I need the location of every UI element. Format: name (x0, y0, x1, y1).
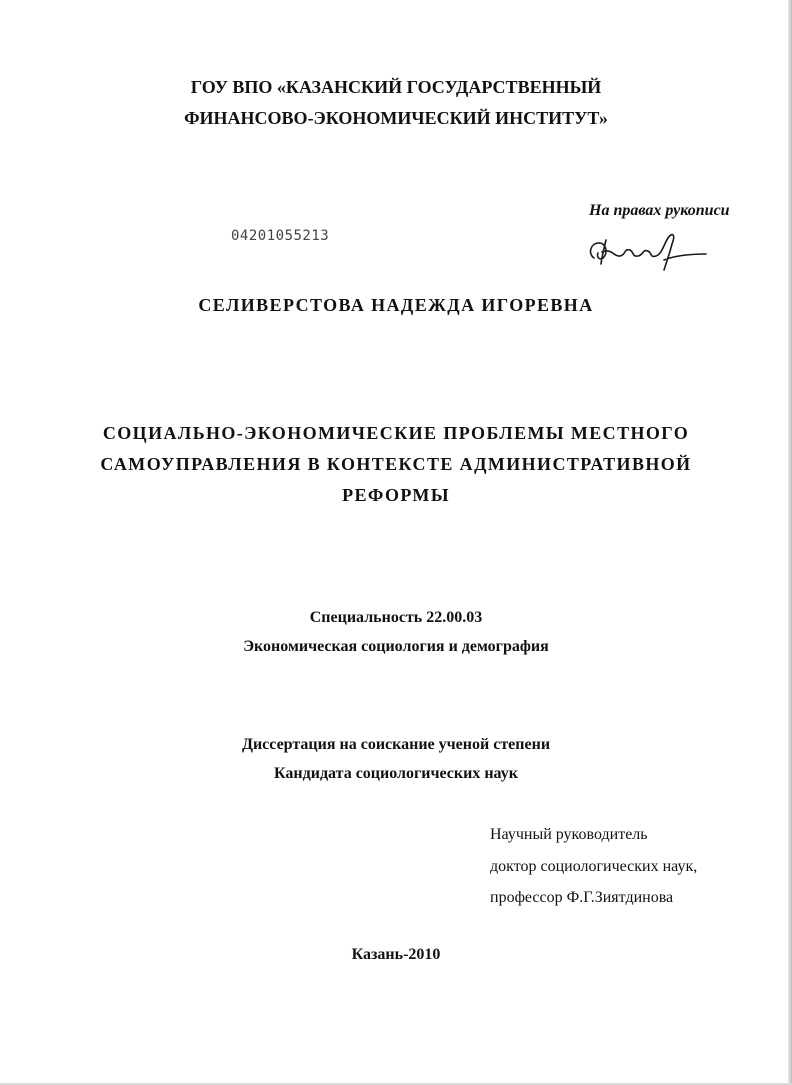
inventory-number: 04201055213 (231, 228, 330, 244)
manuscript-note: На правах рукописи (589, 202, 730, 219)
degree-line-1: Диссертация на соискание ученой степени (241, 736, 551, 753)
advisor-name: профессор Ф.Г.Зиятдинова (490, 889, 674, 906)
title-line-2: САМОУПРАВЛЕНИЯ В КОНТЕКСТЕ АДМИНИСТРАТИВНОЙ (100, 454, 692, 474)
specialty-name: Экономическая социология и демография (243, 638, 549, 655)
institution-line-2: ФИНАНСОВО-ЭКОНОМИЧЕСКИЙ ИНСТИТУТ» (184, 108, 608, 128)
advisor-degree: доктор социологических наук, (490, 858, 698, 875)
author-name: СЕЛИВЕРСТОВА НАДЕЖДА ИГОРЕВНА (198, 295, 594, 315)
institution-line-1: ГОУ ВПО «КАЗАНСКИЙ ГОСУДАРСТВЕННЫЙ (190, 77, 602, 97)
advisor-label: Научный руководитель (490, 826, 648, 843)
specialty-code: Специальность 22.00.03 (309, 609, 483, 626)
title-line-3: РЕФОРМЫ (342, 485, 450, 505)
title-line-1: СОЦИАЛЬНО-ЭКОНОМИЧЕСКИЕ ПРОБЛЕМЫ МЕСТНОГО (102, 423, 690, 443)
degree-line-2: Кандидата социологических наук (274, 765, 518, 782)
place-year: Казань-2010 (351, 946, 441, 963)
signature-icon (584, 224, 714, 274)
scan-edge (788, 0, 792, 1085)
